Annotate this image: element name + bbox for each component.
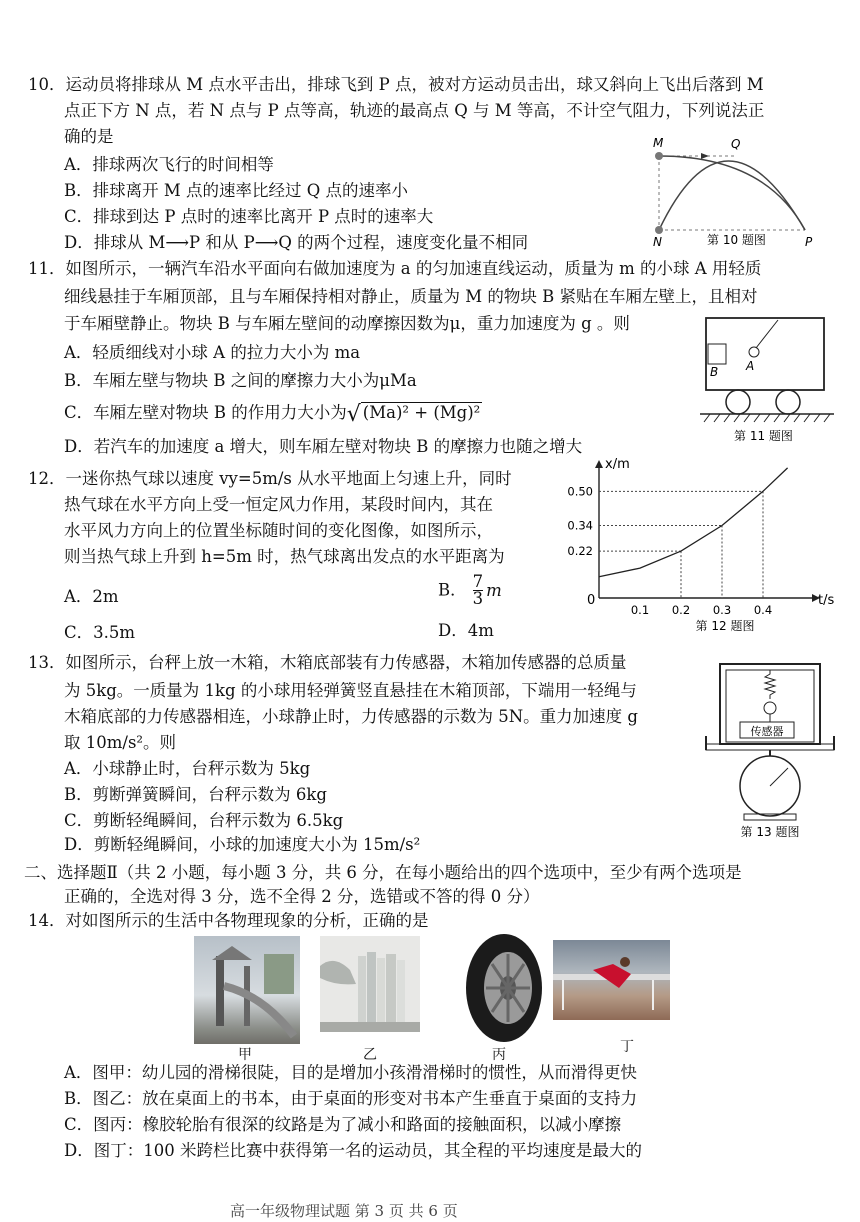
- q10-caption: 第 10 题图: [707, 233, 766, 247]
- q12-option-b-numerator: 7: [472, 572, 484, 591]
- q13-figure: [700, 660, 840, 840]
- photo-books: [320, 936, 420, 1032]
- y-tick-label: 0.22: [567, 544, 593, 559]
- q12-stem-line1: 12．一迷你热气球以速度 vy=5m/s 从水平地面上匀速上升，同时: [28, 469, 512, 488]
- q11-label-a: A: [746, 359, 755, 373]
- q10-label-n: N: [653, 235, 662, 249]
- photo-label-ding: 丁: [620, 1039, 634, 1055]
- x-tick-label: 0.3: [712, 603, 732, 617]
- photo-label-jia: 甲: [238, 1047, 252, 1063]
- q12-option-a: A．2m: [64, 587, 119, 606]
- q10-option-c: C．排球到达 P 点时的速率比离开 P 点时的速率大: [64, 207, 434, 226]
- q11-stem-line2: 细线悬挂于车厢顶部，且与车厢保持相对静止，质量为 M 的物块 B 紧贴在车厢左壁上，且相对: [64, 287, 758, 306]
- x-tick-label: 0.2: [671, 603, 691, 617]
- photo-tire: [464, 932, 544, 1044]
- q11-stem-line3: 于车厢壁静止。物块 B 与车厢左壁间的动摩擦因数为μ，重力加速度为 g 。则: [64, 314, 630, 333]
- photo-hurdles: [553, 940, 670, 1020]
- q14-option-b: B．图乙：放在桌面上的书本，由于桌面的形变对书本产生垂直于桌面的支持力: [64, 1089, 638, 1108]
- q10-stem-line3: 确的是: [64, 127, 114, 146]
- q11-option-d: D．若汽车的加速度 a 增大，则车厢左壁对物块 B 的摩擦力也随之增大: [64, 437, 583, 456]
- q10-label-p: P: [805, 235, 813, 249]
- q13-stem-line3: 木箱底部的力传感器相连，小球静止时，力传感器的示数为 5N。重力加速度 g: [64, 707, 638, 726]
- q13-option-a: A．小球静止时，台秤示数为 5kg: [64, 759, 311, 778]
- x-tick-label: 0.4: [753, 603, 773, 617]
- section2-header: [24, 862, 742, 884]
- y-tick-label: 0.34: [567, 518, 593, 533]
- q10-label-q: Q: [731, 137, 741, 151]
- section2-line2: 正确的，全选对得 3 分，选不全得 2 分，选错或不答的得 0 分）: [64, 887, 540, 906]
- origin-label: 0: [587, 593, 596, 608]
- q11-option-a: A．轻质细线对小球 A 的拉力大小为 ma: [64, 343, 361, 362]
- q12-caption: 第 12 题图: [695, 619, 755, 633]
- q10-stem-line2: 点正下方 N 点，若 N 点与 P 点等高，轨迹的最高点 Q 与 M 等高，不计空气阻力，下列说法正: [64, 101, 765, 120]
- q10-label-m: M: [653, 136, 664, 150]
- x-axis-label: t/s: [818, 593, 835, 608]
- q10-stem-line1: 10．运动员将排球从 M 点水平击出，排球飞到 P 点，被对方运动员击出，球又斜向上飞出后落到 M: [28, 75, 764, 94]
- q12-option-c: C．3.5m: [64, 623, 136, 642]
- q14-stem: 14．对如图所示的生活中各物理现象的分析，正确的是: [28, 911, 429, 930]
- q12-stem-line3: 水平风力方向上的位置坐标随时间的变化图像，如图所示，: [64, 521, 493, 540]
- q14-option-c: C．图丙：橡胶轮胎有很深的纹路是为了减小和路面的接触面积，以减小摩擦: [64, 1115, 622, 1134]
- y-axis-arrow: [595, 460, 603, 468]
- q12-option-b-denominator: 3: [472, 589, 484, 608]
- data-curve: [599, 468, 788, 577]
- q10-figure: [645, 132, 825, 250]
- q12-option-d: D．4m: [438, 621, 494, 640]
- q14-option-d: D．图丁：100 米跨栏比赛中获得第一名的运动员，其全程的平均速度是最大的: [64, 1141, 642, 1160]
- q12-chart: [555, 457, 835, 636]
- q11-label-b: B: [710, 365, 719, 379]
- q13-stem-line2: 为 5kg。一质量为 1kg 的小球用轻弹簧竖直悬挂在木箱顶部，下端用一轻绳与: [64, 681, 637, 700]
- y-axis-label: x/m: [605, 457, 630, 472]
- y-tick-label: 0.50: [567, 484, 593, 499]
- q13-caption: 第 13 题图: [740, 825, 800, 839]
- q13-stem-line1: 13．如图所示，台秤上放一木箱，木箱底部装有力传感器，木箱加传感器的总质量: [28, 653, 627, 672]
- photo-slide: [194, 936, 300, 1044]
- q13-option-d: D．剪断轻绳瞬间，小球的加速度大小为 15m/s²: [64, 835, 421, 854]
- x-tick-label: 0.1: [630, 603, 650, 617]
- q13-stem-line4: 取 10m/s²。则: [64, 733, 177, 752]
- q11-option-b: B．车厢左壁与物块 B 之间的摩擦力大小为μMa: [64, 371, 417, 390]
- page-footer: 高一年级物理试题 第 3 页 共 6 页: [230, 1202, 458, 1220]
- q11-option-c: C．车厢左壁对物块 B 的作用力大小为√ (Ma)² + (Mg)²: [64, 402, 481, 427]
- q11-option-c-formula: (Ma)² + (Mg)²: [362, 403, 481, 422]
- q12-option-b-unit: m: [486, 580, 502, 600]
- section2-line1: 二、选择题Ⅱ（共 2 小题，每小题 3 分，共 6 分，在每小题给出的四个选项中，至少有两个选项是: [24, 863, 742, 882]
- q11-option-c-text: C．车厢左壁对物块 B 的作用力大小为: [64, 403, 347, 422]
- q13-option-b: B．剪断弹簧瞬间，台秤示数为 6kg: [64, 785, 327, 804]
- q10-option-b: B．排球离开 M 点的速率比经过 Q 点的速率小: [64, 181, 409, 200]
- q10-option-a: A．排球两次飞行的时间相等: [64, 155, 274, 174]
- q12-option-b-label: B．: [438, 580, 467, 600]
- q13-sensor-label: 传感器: [750, 725, 784, 738]
- q11-figure: [700, 314, 840, 444]
- q13-option-c: C．剪断轻绳瞬间，台秤示数为 6.5kg: [64, 811, 344, 830]
- q14-option-a: A．图甲：幼儿园的滑梯很陡，目的是增加小孩滑滑梯时的惯性，从而滑得更快: [64, 1063, 637, 1082]
- q12-stem-line2: 热气球在水平方向上受一恒定风力作用，某段时间内，其在: [64, 495, 493, 514]
- q12-stem-line4: 则当热气球上升到 h=5m 时，热气球离出发点的水平距离为: [64, 547, 505, 566]
- q12-option-b: [438, 574, 502, 607]
- q12-option-b-fraction: [473, 574, 484, 607]
- photo-label-bing: 丙: [492, 1047, 506, 1063]
- photo-label-yi: 乙: [363, 1047, 377, 1063]
- q11-stem-line1: 11．如图所示，一辆汽车沿水平面向右做加速度为 a 的匀加速直线运动，质量为 m 的小球 A 用轻质: [28, 259, 762, 278]
- q10-option-d: D．排球从 M⟶P 和从 P⟶Q 的两个过程，速度变化量不相同: [64, 233, 529, 252]
- q11-caption: 第 11 题图: [734, 429, 793, 443]
